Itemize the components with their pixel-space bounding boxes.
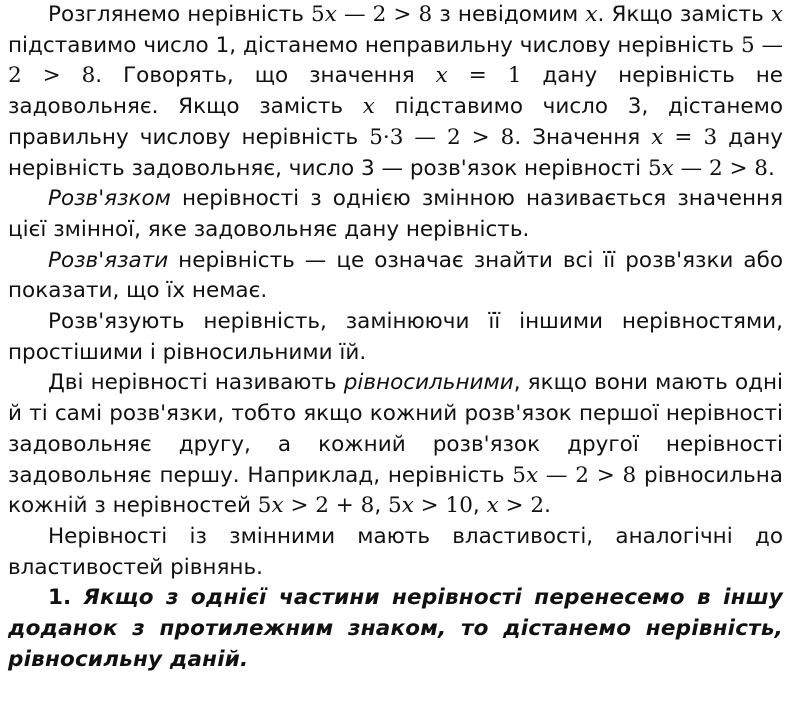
text-run: . Говорять, що значення <box>95 63 436 89</box>
math-expression: > 2 + 8 <box>283 493 375 519</box>
text-run: підставимо число 3, дістанемо правильну числову нерівність <box>8 94 783 150</box>
math-variable: x <box>525 462 539 488</box>
paragraph-list <box>8 0 783 675</box>
math-variable: x <box>401 493 414 519</box>
math-variable: x <box>770 2 784 27</box>
math-variable: x <box>661 155 674 181</box>
math-expression: > 2 <box>498 493 545 519</box>
math-expression: = 1 <box>447 63 522 89</box>
math-expression: — 2 > 8 <box>538 462 637 488</box>
text-run: рівносильна кожній з нерівностей <box>8 462 783 519</box>
property-number: 1. <box>48 585 84 611</box>
text-run: підставимо число 1, дістанемо неправильну числову нерівність <box>8 32 741 58</box>
text-run: нерівність — це означає знайти всі її розв'язки або показати, що їх немає. <box>8 247 783 304</box>
text-run: нерівності з однією змінною називається значення цієї змінної, яке задовольняє дану нерівність. <box>8 186 783 242</box>
defined-term: Розв'язати <box>48 247 169 273</box>
math-variable: x <box>271 493 284 519</box>
math-expression: 5 <box>512 462 526 488</box>
property-statement: Якщо з однієї частини нерівності перенесемо в іншу доданок з протилежним знаком, то дістанемо нерівність, рівносильну даній. <box>8 585 783 672</box>
text-run: Розв'язують нерівність, замінюючи її іншими нерівностями, простішими і рівносильними їй. <box>8 309 783 365</box>
text-run: дану нерівність не задовольняє. Якщо замість <box>8 63 784 120</box>
paragraph <box>8 246 783 307</box>
math-expression: 5 <box>647 155 662 181</box>
text-run: , якщо вони мають одні й ті самі розв'язки, тобто якщо кожний розв'язок першої нерівності задовольняє другу, а кожний розв'язок другої нерівності задовольняє першу. Наприклад, нерівність <box>8 370 783 488</box>
text-run: Розглянемо нерівність <box>48 2 312 27</box>
math-expression: 5 — 2 > 8 <box>8 32 783 89</box>
math-variable: x <box>651 124 664 150</box>
paragraph <box>8 184 783 245</box>
defined-term: Розв'язком <box>48 186 171 212</box>
text-run: дану нерівність задовольняє, число 3 — розв'язок нерівності <box>8 124 784 181</box>
text-run: , <box>374 493 389 519</box>
math-expression: 5 <box>311 2 325 27</box>
math-expression: — 2 > 8 <box>673 155 768 181</box>
math-expression: > 10 <box>413 493 473 519</box>
math-expression: = 3 <box>663 124 718 150</box>
text-run: . Значення <box>514 124 652 150</box>
paragraph <box>8 0 783 184</box>
math-variable: x <box>362 94 375 120</box>
text-run: . <box>768 155 775 181</box>
math-variable: x <box>435 63 448 89</box>
text-run: . <box>544 493 551 519</box>
math-expression: — 2 > 8 <box>336 2 433 27</box>
paragraph <box>8 368 783 522</box>
paragraph <box>8 522 783 583</box>
math-expression: 5 <box>257 493 272 519</box>
math-variable: x <box>324 2 337 27</box>
text-run: з невідомим <box>432 2 586 27</box>
paragraph <box>8 583 783 675</box>
math-variable: x <box>585 2 598 27</box>
math-expression: 5·3 — 2 > 8 <box>369 124 515 150</box>
paragraph <box>8 307 783 368</box>
text-run: , <box>472 493 487 519</box>
text-run: Нерівності із змінними мають властивості, аналогічні до властивостей рівнянь. <box>8 523 783 580</box>
text-run: . Якщо замість <box>597 2 771 27</box>
text-run: Дві нерівності називають <box>48 370 344 396</box>
math-expression: 5 <box>388 493 402 519</box>
math-variable: x <box>486 493 499 519</box>
defined-term: рівносильними <box>343 370 514 396</box>
